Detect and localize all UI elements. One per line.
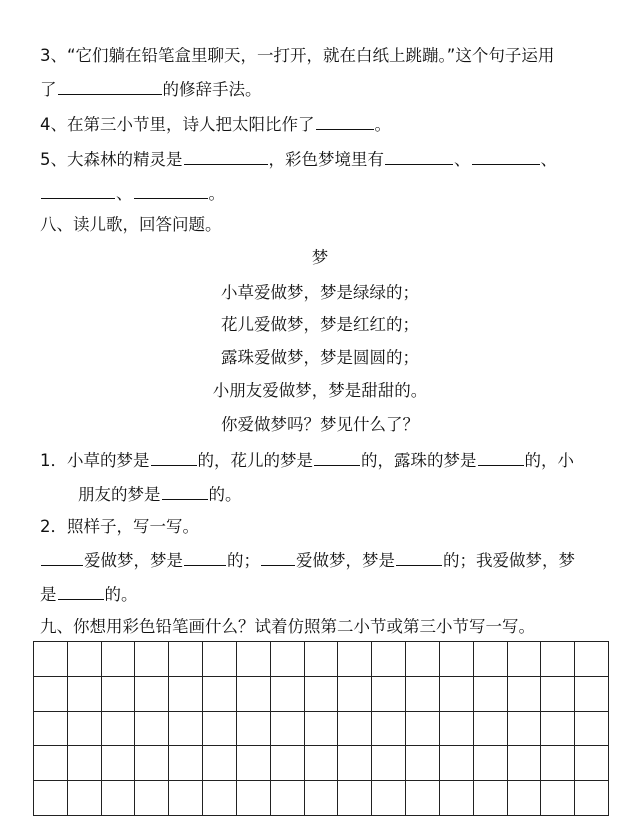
grid-cell[interactable] [338, 677, 372, 712]
q2-text: 是 [40, 585, 57, 604]
grid-cell[interactable] [305, 746, 339, 781]
grid-cell[interactable] [102, 677, 136, 712]
grid-cell[interactable] [541, 677, 575, 712]
grid-cell[interactable] [203, 642, 237, 677]
grid-cell[interactable] [237, 781, 271, 816]
grid-cell[interactable] [271, 746, 305, 781]
poem-line [0, 414, 640, 436]
poem-line [0, 347, 640, 369]
answer-blank[interactable] [134, 182, 208, 199]
grid-cell[interactable] [135, 746, 169, 781]
q1-text: 朋友的梦是 [78, 485, 161, 504]
question-4-text: 4、在第三小节里，诗人把太阳比作了 [40, 115, 315, 134]
grid-cell[interactable] [440, 781, 474, 816]
poem-line-text: 露珠爱做梦，梦是圆圆的； [221, 348, 419, 367]
grid-cell[interactable] [102, 712, 136, 747]
answer-blank[interactable] [478, 449, 524, 466]
question-3-line-2 [40, 78, 602, 101]
grid-cell[interactable] [474, 677, 508, 712]
answer-blank[interactable] [316, 113, 374, 130]
grid-cell[interactable] [102, 746, 136, 781]
grid-cell[interactable] [406, 677, 440, 712]
question-5-line-1 [40, 148, 602, 171]
grid-cell[interactable] [68, 781, 102, 816]
question-3-suffix: 的修辞手法。 [162, 80, 262, 99]
q2-text: 的。 [104, 585, 138, 604]
grid-cell[interactable] [508, 712, 542, 747]
grid-cell[interactable] [102, 642, 136, 677]
grid-cell[interactable] [34, 781, 68, 816]
grid-cell[interactable] [406, 712, 440, 747]
answer-blank[interactable] [261, 549, 295, 566]
grid-cell[interactable] [372, 781, 406, 816]
poem-title [0, 247, 640, 269]
q2-text: 爱做梦，梦是 [84, 551, 183, 570]
grid-cell[interactable] [68, 712, 102, 747]
grid-cell[interactable] [575, 712, 609, 747]
question-5-end: 。 [208, 184, 225, 203]
grid-cell[interactable] [203, 677, 237, 712]
section-8-q2-line-2 [40, 583, 602, 606]
question-4-suffix: 。 [374, 115, 391, 134]
grid-cell[interactable] [271, 677, 305, 712]
grid-cell[interactable] [508, 677, 542, 712]
q1-text: 的，小 [524, 451, 574, 470]
answer-blank[interactable] [58, 583, 104, 600]
q2-text: 的；我爱做梦，梦 [443, 551, 575, 570]
grid-cell[interactable] [169, 642, 203, 677]
grid-cell[interactable] [135, 642, 169, 677]
grid-cell[interactable] [372, 746, 406, 781]
poem-line [0, 380, 640, 402]
grid-cell[interactable] [440, 677, 474, 712]
grid-cell[interactable] [135, 781, 169, 816]
grid-cell[interactable] [541, 781, 575, 816]
grid-cell[interactable] [102, 781, 136, 816]
grid-cell[interactable] [575, 642, 609, 677]
grid-cell[interactable] [474, 642, 508, 677]
answer-blank[interactable] [314, 449, 360, 466]
answer-blank[interactable] [385, 148, 453, 165]
question-5-mid: ，彩色梦境里有 [268, 150, 384, 169]
grid-cell[interactable] [271, 642, 305, 677]
q2-text: 爱做梦，梦是 [296, 551, 395, 570]
answer-blank[interactable] [396, 549, 442, 566]
grid-cell[interactable] [440, 712, 474, 747]
grid-cell[interactable] [68, 642, 102, 677]
writing-grid[interactable] [33, 641, 609, 816]
grid-cell[interactable] [541, 746, 575, 781]
answer-blank[interactable] [184, 148, 268, 165]
grid-cell[interactable] [305, 781, 339, 816]
grid-cell[interactable] [135, 677, 169, 712]
answer-blank[interactable] [41, 549, 83, 566]
section-8-q2-title [40, 516, 602, 538]
question-3-text: 3、“它们躺在铅笔盒里聊天，一打开，就在白纸上跳蹦。”这个句子运用 [40, 46, 555, 65]
grid-cell[interactable] [237, 642, 271, 677]
grid-cell[interactable] [338, 746, 372, 781]
poem-line-text: 小朋友爱做梦，梦是甜甜的。 [212, 381, 428, 400]
question-5-text: 5、大森林的精灵是 [40, 150, 183, 169]
section-8-q1-line-1 [40, 449, 602, 472]
grid-cell[interactable] [169, 746, 203, 781]
grid-cell[interactable] [203, 712, 237, 747]
grid-cell[interactable] [169, 781, 203, 816]
grid-cell[interactable] [203, 781, 237, 816]
grid-cell[interactable] [305, 712, 339, 747]
grid-cell[interactable] [338, 781, 372, 816]
grid-cell[interactable] [508, 642, 542, 677]
grid-cell[interactable] [406, 746, 440, 781]
q2-text: 的； [227, 551, 260, 570]
grid-cell[interactable] [271, 781, 305, 816]
q1-text: 的，露珠的梦是 [361, 451, 477, 470]
answer-blank[interactable] [162, 483, 208, 500]
q2-title-text: 2．照样子，写一写。 [40, 517, 199, 536]
grid-cell[interactable] [372, 677, 406, 712]
grid-cell[interactable] [271, 712, 305, 747]
grid-cell[interactable] [135, 712, 169, 747]
grid-cell[interactable] [169, 712, 203, 747]
grid-cell[interactable] [372, 642, 406, 677]
grid-cell[interactable] [541, 642, 575, 677]
grid-cell[interactable] [203, 746, 237, 781]
grid-cell[interactable] [68, 677, 102, 712]
answer-blank[interactable] [184, 549, 226, 566]
answer-blank[interactable] [151, 449, 197, 466]
section-8-heading-text: 八、读儿歌，回答问题。 [40, 215, 222, 234]
poem-line [0, 282, 640, 304]
grid-cell[interactable] [575, 746, 609, 781]
grid-cell[interactable] [237, 712, 271, 747]
poem-line [0, 314, 640, 336]
poem-title-text: 梦 [311, 248, 329, 267]
grid-cell[interactable] [34, 677, 68, 712]
grid-cell[interactable] [169, 677, 203, 712]
poem-line-text: 你爱做梦吗？梦见什么了？ [221, 415, 419, 434]
grid-cell[interactable] [34, 712, 68, 747]
section-9-heading-text: 九、你想用彩色铅笔画什么？试着仿照第二小节或第三小节写一写。 [40, 617, 535, 636]
grid-cell[interactable] [338, 642, 372, 677]
grid-cell[interactable] [34, 746, 68, 781]
grid-cell[interactable] [440, 746, 474, 781]
section-9-heading [40, 616, 602, 638]
separator: 、 [116, 184, 133, 203]
grid-cell[interactable] [237, 677, 271, 712]
grid-cell[interactable] [575, 781, 609, 816]
question-3-line-1 [40, 45, 602, 67]
q1-text: 1．小草的梦是 [40, 451, 150, 470]
grid-cell[interactable] [474, 712, 508, 747]
grid-cell[interactable] [474, 781, 508, 816]
section-8-q1-line-2 [78, 483, 602, 506]
grid-cell[interactable] [575, 677, 609, 712]
separator: 、 [454, 150, 471, 169]
section-8-q2-line-1 [40, 549, 602, 572]
grid-cell[interactable] [541, 712, 575, 747]
q1-text: 的，花儿的梦是 [197, 451, 313, 470]
poem-line-text: 小草爱做梦，梦是绿绿的； [221, 283, 419, 302]
grid-cell[interactable] [440, 642, 474, 677]
grid-cell[interactable] [406, 642, 440, 677]
grid-cell[interactable] [372, 712, 406, 747]
q1-text: 的。 [208, 485, 242, 504]
answer-blank[interactable] [58, 78, 162, 95]
poem-line-text: 花儿爱做梦，梦是红红的； [221, 315, 419, 334]
question-5-line-2 [40, 182, 602, 205]
grid-cell[interactable] [305, 677, 339, 712]
grid-cell[interactable] [406, 781, 440, 816]
answer-blank[interactable] [41, 182, 115, 199]
section-8-heading [40, 214, 602, 236]
question-3-prefix: 了 [40, 80, 57, 99]
separator: 、 [540, 150, 557, 169]
grid-cell[interactable] [338, 712, 372, 747]
answer-blank[interactable] [472, 148, 540, 165]
grid-cell[interactable] [68, 746, 102, 781]
grid-cell[interactable] [508, 746, 542, 781]
question-4 [40, 113, 602, 136]
grid-cell[interactable] [237, 746, 271, 781]
grid-cell[interactable] [305, 642, 339, 677]
grid-cell[interactable] [508, 781, 542, 816]
grid-cell[interactable] [34, 642, 68, 677]
grid-cell[interactable] [474, 746, 508, 781]
